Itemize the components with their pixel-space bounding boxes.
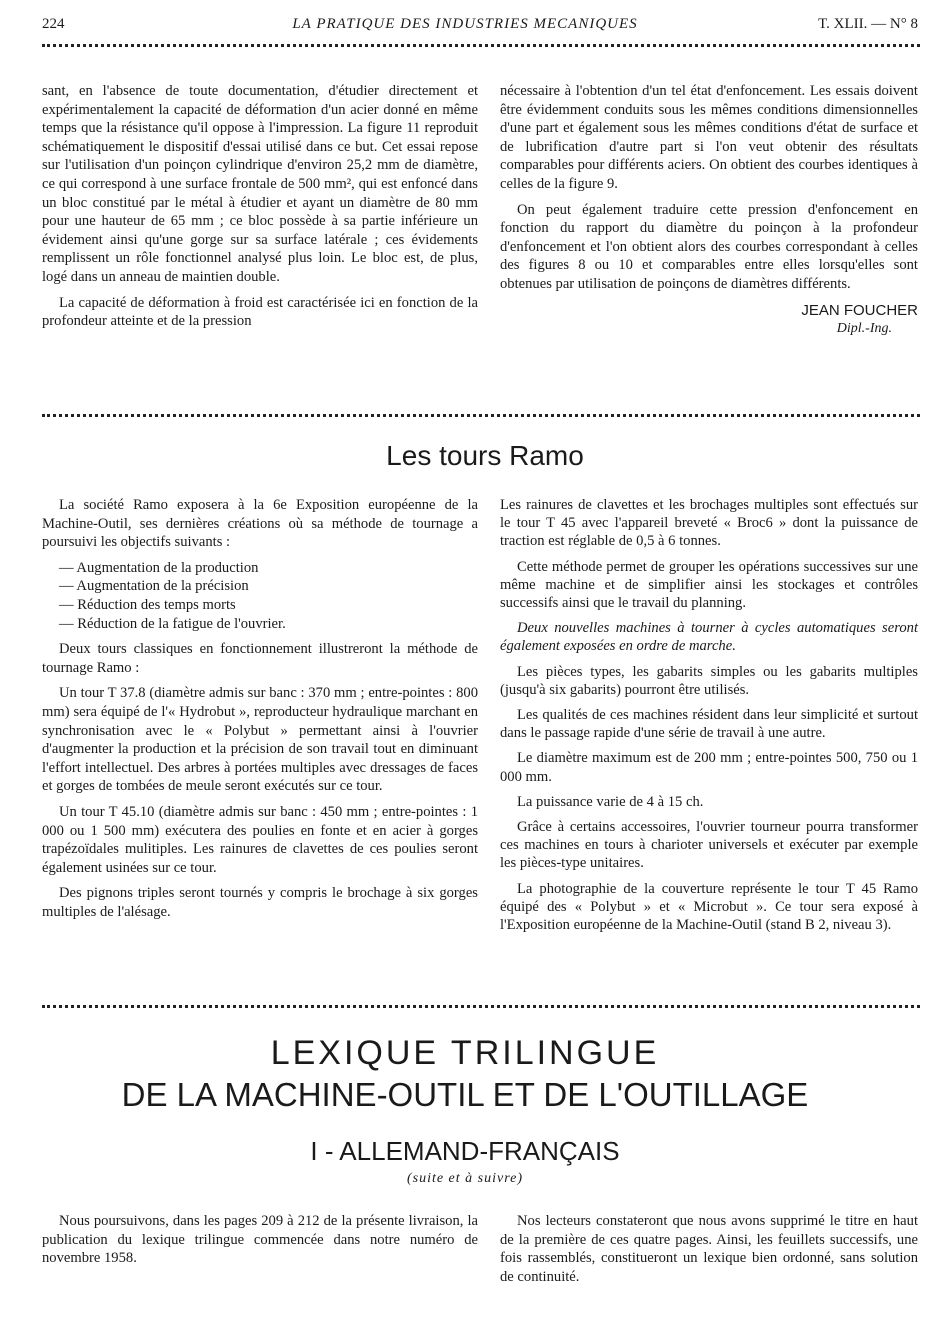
lexique-note: (suite et à suivre) [406, 1171, 524, 1186]
lexique-title-line1: LEXIQUE TRILINGUE [270, 1034, 660, 1072]
objective-item: — Augmentation de la précision [59, 578, 249, 595]
article2-left-para: Deux tours classiques en fonctionnement illustreront la méthode de tournage Ramo : [42, 641, 478, 676]
article2-right-para: Le diamètre maximum est de 200 mm ; entre-pointes 500, 750 ou 1 000 mm. [500, 750, 918, 785]
article2-right-para: La photographie de la couverture représente le tour T 45 Ramo équipé des « Polybut » et « Microbut ». Ce tour sera exposé à l'Exposition européenne de la Machine-Outil (stand B 2, niveau 3). [500, 880, 918, 934]
article2-right-para: La puissance varie de 4 à 15 ch. [517, 793, 704, 810]
article1-left-column [42, 82, 478, 338]
issue-number: T. XLII. — N° 8 [818, 16, 918, 32]
objective-item: — Réduction de la fatigue de l'ouvrier. [59, 615, 286, 632]
article2-left-column [42, 496, 478, 928]
article2-right-para: Cette méthode permet de grouper les opérations successives sur une même machine et de simplifier ainsi les stockages et contrôles successifs ainsi que le travail du planning. [500, 558, 918, 612]
article2-left-para: Des pignons triples seront tournés y compris le brochage à six gorges multiples de l'alésage. [42, 885, 478, 920]
lexique-subtitle: I - ALLEMAND-FRANÇAIS [310, 1136, 620, 1166]
article2-right-para: Deux nouvelles machines à tourner à cycles automatiques seront également exposées en ordre de marche. [500, 620, 918, 655]
article3-left-column [42, 1212, 478, 1275]
header-rule [42, 44, 920, 51]
objective-item: — Réduction des temps morts [59, 596, 236, 613]
article3-right-column [500, 1212, 918, 1293]
article2-right-para: Les qualités de ces machines résident dans leur simplicité et surtout dans le passage rapide d'une série de travail à une autre. [500, 707, 918, 742]
article2-left-para: Un tour T 45.10 (diamètre admis sur banc : 450 mm ; entre-pointes : 1 000 ou 1 500 mm) exécutera des poulies en fonte et en acier à gorges trapézoïdales mulitiples. Les rainures de clavettes de ces poulies seront également usinées sur ce tour. [42, 803, 478, 876]
author-title: Dipl.-Ing. [836, 321, 892, 337]
lexique-title-line2: DE LA MACHINE-OUTIL ET DE L'OUTILLAGE [121, 1076, 809, 1113]
article2-right-column [500, 496, 918, 941]
section-rule-1 [42, 414, 920, 421]
article2-intro: La société Ramo exposera à la 6e Exposition européenne de la Machine-Outil, ses dernières créations où sa méthode de tournage a poursuivi les objectifs suivants : [42, 497, 478, 551]
objectives-list [42, 559, 478, 633]
article2-title: Les tours Ramo [386, 440, 584, 471]
article1-right-column [500, 82, 918, 339]
page-number: 224 [42, 16, 65, 32]
article1-right-para-1: nécessaire à l'obtention d'un tel état d'enfoncement. Les essais doivent être évidemment conduits sous les mêmes conditions dimensionnelles d'une part et également sous les mêmes conditions d'état de surface et de lubrification d'autre part si l'on veut obtenir des résultats comparables pour différents aciers. On obtient des courbes identiques à celles de la figure 9. [500, 83, 918, 192]
article1-left-para-1: sant, en l'absence de toute documentation, d'étudier directement et expérimentalement la capacité de déformation d'un acier donné en même temps que la résistance qu'il oppose à l'impression. La figure 11 reproduit schématiquement le dispositif d'essai utilisé dans ce but. Cet essai repose sur l'utilisation d'un poinçon cylindrique d'environ 25,2 mm de diamètre, ce qui correspond à une surface frontale de 500 mm², qui est enfoncé dans un bloc constitué par le métal à étudier et ayant un diamètre de 80 mm pour une hauteur de 65 mm ; ce bloc possède à sa partie inférieure un évidement ainsi qu'une gorge sur sa surface latérale ; ces évidements remplissent un rôle fonctionnel analysé plus loin. Le bloc est, de plus, logé dans un anneau de maintien double. [42, 83, 478, 285]
article3-left-para: Nous poursuivons, dans les pages 209 à 212 de la présente livraison, la publication du lexique trilingue commencée dans notre numéro de novembre 1958. [42, 1213, 478, 1267]
article1-left-para-2: La capacité de déformation à froid est caractérisée ici en fonction de la profondeur atteinte et de la pression [42, 294, 478, 330]
objective-item: — Augmentation de la production [59, 559, 259, 576]
section-rule-2 [42, 1005, 920, 1012]
author-name: JEAN FOUCHER [801, 301, 918, 319]
article2-right-para: Les rainures de clavettes et les brochages multiples sont effectués sur le tour T 45 avec l'appareil breveté « Broc6 » dont la puissance de traction est réglable de 0,5 à 6 tonnes. [500, 497, 918, 550]
article2-right-para: Les pièces types, les gabarits simples ou les gabarits multiples (jusqu'à six gabarits) pourront être utilisés. [500, 663, 918, 698]
article1-right-para-2: On peut également traduire cette pression d'enfoncement en fonction du rapport du diamètre du poinçon à la profondeur d'enfoncement et l'on obtient alors des courbes correspondant à celles des figures 8 ou 10 et comparables entre elles lorsqu'elles sont obtenues par utilisation de poinçons de diamètres différents. [500, 201, 918, 292]
article2-left-para: Un tour T 37.8 (diamètre admis sur banc : 370 mm ; entre-pointes : 800 mm) sera équipé de l'« Hydrobut », reproducteur hydraulique marchant en synchronisation avec le « Polybut » permettant ainsi à l'ouvrier d'augmenter la production et la précision de son travail tout en diminuant l'effort intellectuel. Des arbres à portées multiples avec dressages de faces et gorges de tombées de meule seront exécutés sur ce tour. [42, 685, 478, 795]
journal-title: LA PRATIQUE DES INDUSTRIES MECANIQUES [292, 16, 638, 32]
article2-right-para: Grâce à certains accessoires, l'ouvrier tourneur pourra transformer ces machines en tours à charioter universels et exécuter par exemple les pièces-type unitaires. [500, 819, 918, 872]
article3-right-para: Nos lecteurs constateront que nous avons supprimé le titre en haut de la première de ces quatre pages. Ainsi, les feuillets successifs, une fois rassemblés, constitueront un lexique bien ordonné, sans solution de continuité. [500, 1213, 918, 1285]
